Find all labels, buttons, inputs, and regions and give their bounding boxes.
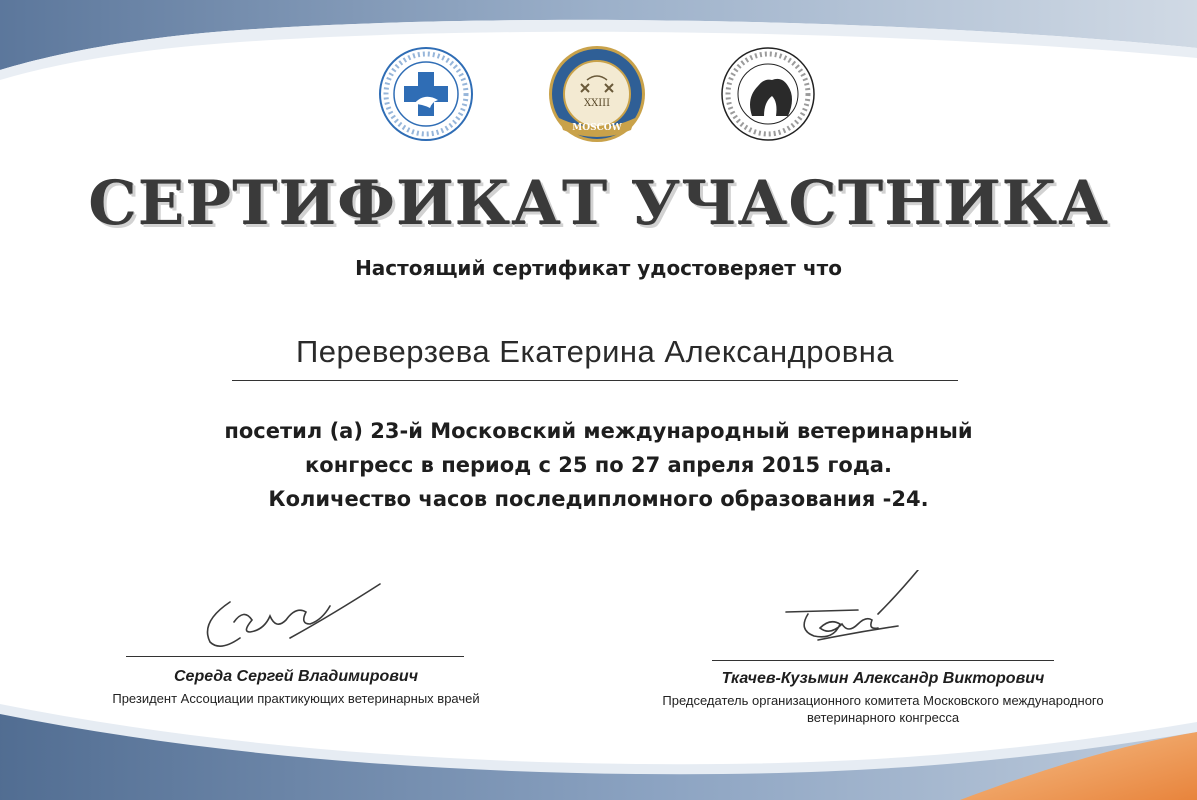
body-line: Количество часов последипломного образования -24. (268, 487, 929, 511)
participant-name: Переверзева Екатерина Александровна (295, 334, 895, 369)
role-line: Президент Ассоциации практикующих ветеринарных врачей (112, 691, 480, 706)
vet-association-logo (378, 46, 474, 142)
body-line: посетил (а) 23-й Московский международный ветеринарный (224, 419, 973, 443)
signature-left-icon (190, 582, 390, 654)
vet-association-logo-icon (378, 46, 474, 142)
certificate-body (120, 414, 1077, 516)
wsava-logo-icon (720, 46, 816, 142)
certificate-title: СЕРТИФИКАТ УЧАСТНИКА (88, 168, 1109, 239)
congress-number-text: XXIII (583, 98, 611, 109)
signatory-left-name: Середа Сергей Владимирович (173, 668, 419, 685)
wsava-logo (720, 46, 816, 142)
signatory-right-name: Ткачев-Кузьмин Александр Викторович (721, 670, 1045, 687)
signature-right-line (712, 660, 1054, 661)
certificate-subtitle: Настоящий сертификат удостоверяет что (355, 256, 842, 280)
congress-seal-logo (547, 44, 647, 144)
body-line: конгресс в период с 25 по 27 апреля 2015 года. (305, 453, 892, 477)
role-line: ветеринарного конгресса (806, 710, 960, 725)
signatory-left-role (60, 690, 532, 707)
signature-left-line (126, 656, 464, 657)
signatory-right-role (600, 692, 1166, 726)
congress-city-banner-text: MOSCOW (572, 123, 622, 133)
role-line: Председатель организационного комитета Московского международного (662, 693, 1104, 708)
participant-name-underline (232, 380, 958, 381)
signature-right-icon (778, 570, 928, 654)
congress-seal-icon (547, 44, 647, 144)
